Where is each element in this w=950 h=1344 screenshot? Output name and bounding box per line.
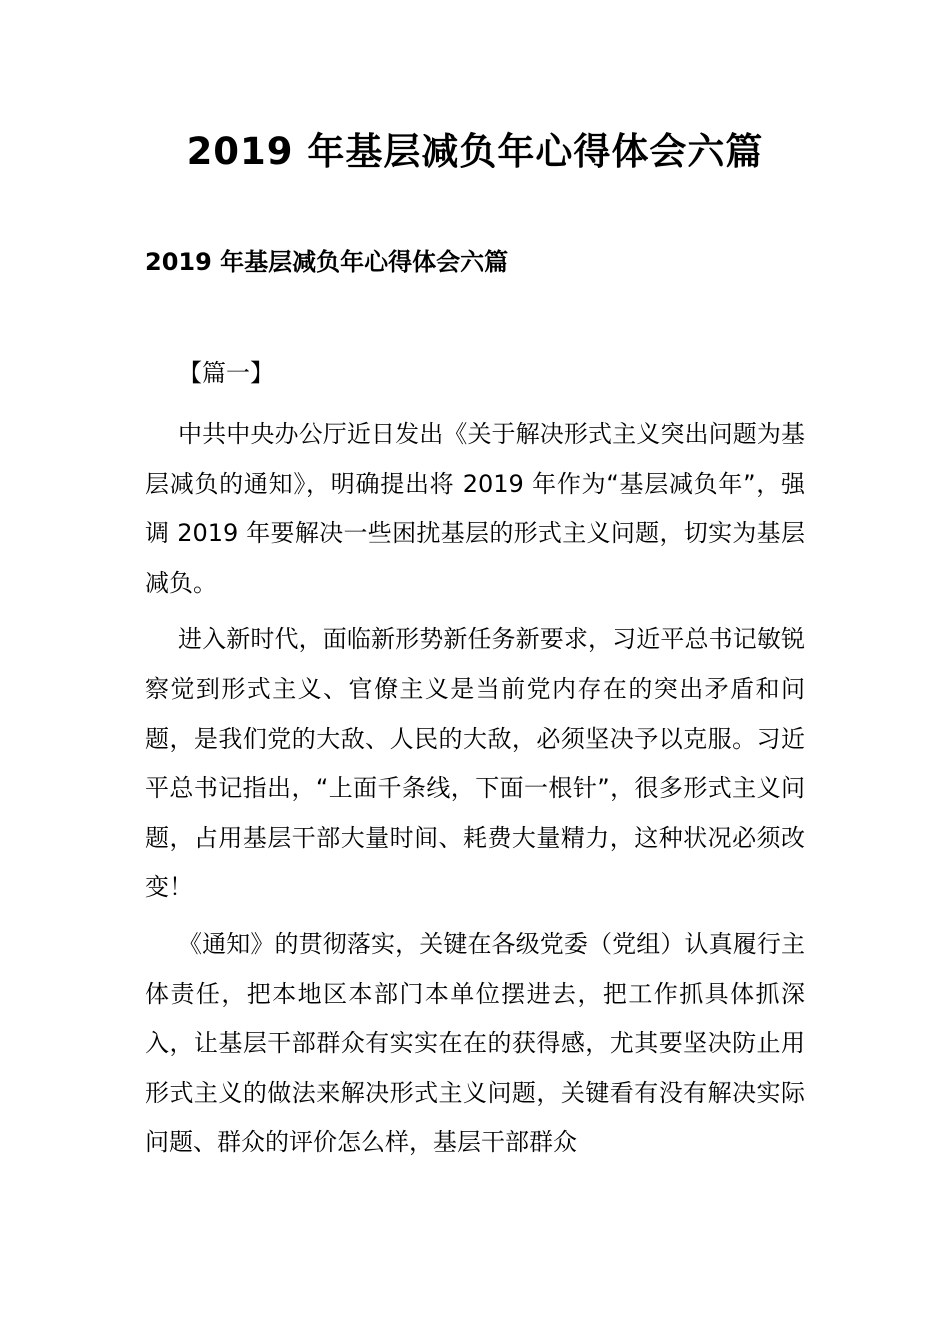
document-subtitle: 2019 年基层减负年心得体会六篇 [145, 248, 509, 276]
paragraph-2: 进入新时代，面临新形势新任务新要求，习近平总书记敏锐察觉到形式主义、官僚主义是当前党内存在的突出矛盾和问题，是我们党的大敌、人民的大敌，必须坚决予以克服。习近平总书记指出，“上面千条线，下面一根针”，很多形式主义问题，占用基层干部大量时间、耗费大量精力，这种状况必须改变！ [145, 625, 805, 902]
document-title: 2019 年基层减负年心得体会六篇 [186, 130, 764, 173]
paragraph-1: 中共中央办公厅近日发出《关于解决形式主义突出问题为基层减负的通知》，明确提出将 2019 年作为“基层减负年”，强调 2019 年要解决一些困扰基层的形式主义问题，切实为基层减负。 [145, 420, 805, 597]
section-label: 【篇一】 [178, 359, 274, 387]
document-body [145, 410, 805, 1175]
paragraph-3: 《通知》的贯彻落实，关键在各级党委（党组）认真履行主体责任，把本地区本部门本单位摆进去，把工作抓具体抓深入，让基层干部群众有实实在在的获得感，尤其要坚决防止用形式主义的做法来解决形式主义问题，关键看有没有解决实际问题、群众的评价怎么样，基层干部群众 [145, 929, 805, 1157]
